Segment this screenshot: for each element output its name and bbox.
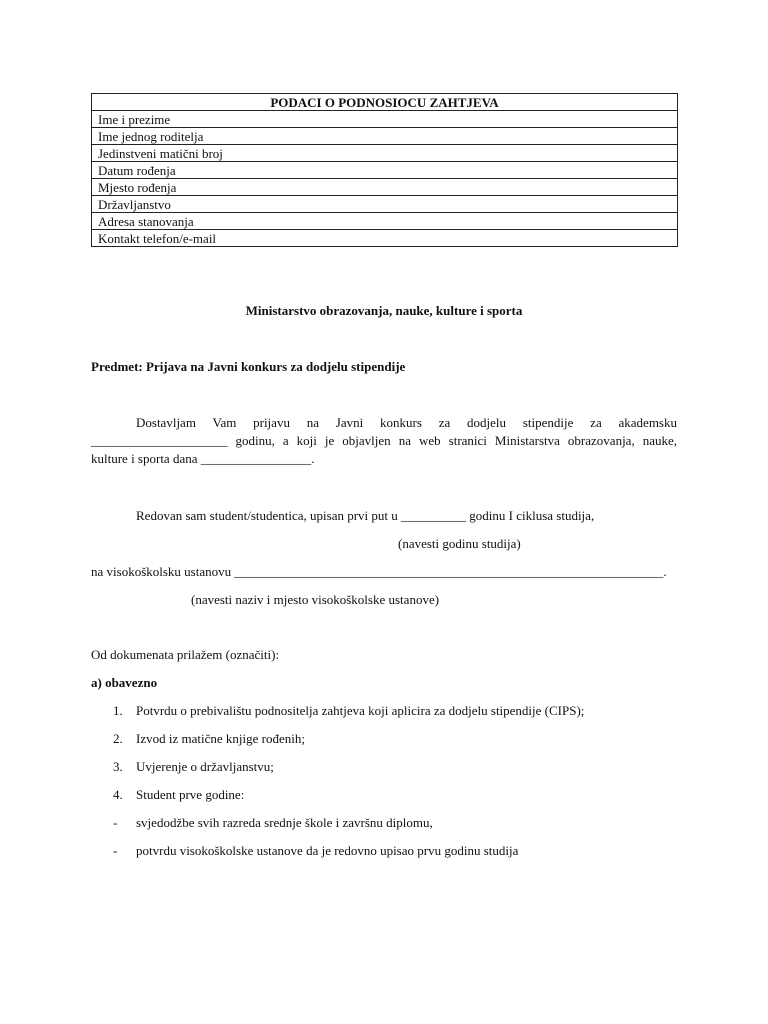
- table-cell-name: Ime i prezime: [92, 111, 678, 128]
- applicant-data-table: [91, 93, 678, 247]
- table-row: [92, 111, 678, 128]
- table-cell-birth-place: Mjesto rođenja: [92, 179, 678, 196]
- table-cell-address: Adresa stanovanja: [92, 213, 678, 230]
- list-item-text: Student prve godine:: [136, 787, 245, 802]
- list-item-text: potvrdu visokoškolske ustanove da je redovno upisao prvu godinu studija: [136, 843, 519, 858]
- institution-hint: (navesti naziv i mjesto visokoškolske ustanove): [191, 592, 440, 607]
- application-paragraph: [91, 414, 677, 468]
- table-cell-birth-date: Datum rođenja: [92, 162, 678, 179]
- enrollment-line: Redovan sam student/studentica, upisan prvi put u __________ godinu I ciklusa studija,: [136, 508, 595, 523]
- table-cell-parent: Ime jednog roditelja: [92, 128, 678, 145]
- list-item-text: Potvrdu o prebivalištu podnositelja zahtjeva koji aplicira za dodjelu stipendije (CIPS);: [136, 703, 585, 718]
- recipient-heading: Ministarstvo obrazovanja, nauke, kulture i sporta: [245, 303, 523, 318]
- institution-line: na visokoškolsku ustanovu __________________________________________________________________.: [91, 564, 667, 579]
- table-row: [92, 162, 678, 179]
- paragraph-line: Dostavljam Vam prijavu na Javni konkurs za dodjelu stipendije za akademsku: [136, 415, 677, 430]
- list-item-text: Izvod iz matične knjige rođenih;: [136, 731, 305, 746]
- table-row: [92, 213, 678, 230]
- table-row: [92, 230, 678, 247]
- list-marker: 2.: [113, 731, 123, 746]
- table-cell-jmbg: Jedinstveni matični broj: [92, 145, 678, 162]
- table-header-row: [92, 94, 678, 111]
- paragraph-line: _____________________ godinu, a koji je objavljen na web stranici Ministarstva obrazovanja, nauke,: [91, 433, 677, 448]
- list-marker: 3.: [113, 759, 123, 774]
- list-item-text: svjedodžbe svih razreda srednje škole i završnu diplomu,: [136, 815, 433, 830]
- list-item-text: Uvjerenje o državljanstvu;: [136, 759, 274, 774]
- documents-intro: Od dokumenata prilažem (označiti):: [91, 647, 280, 662]
- list-marker: 4.: [113, 787, 123, 802]
- list-marker: -: [113, 815, 118, 830]
- list-marker: 1.: [113, 703, 123, 718]
- table-cell-citizenship: Državljanstvo: [92, 196, 678, 213]
- study-year-hint: (navesti godinu studija): [398, 536, 521, 551]
- table-row: [92, 179, 678, 196]
- subject-line: Predmet: Prijava na Javni konkurs za dodjelu stipendije: [91, 359, 406, 374]
- table-row: [92, 128, 678, 145]
- table-row: [92, 145, 678, 162]
- table-cell-contact: Kontakt telefon/e-mail: [92, 230, 678, 247]
- section-mandatory: a) obavezno: [91, 675, 158, 690]
- list-marker: -: [113, 843, 118, 858]
- table-row: [92, 196, 678, 213]
- table-header: PODACI O PODNOSIOCU ZAHTJEVA: [92, 94, 678, 111]
- paragraph-line: kulture i sporta dana _________________.: [91, 451, 315, 466]
